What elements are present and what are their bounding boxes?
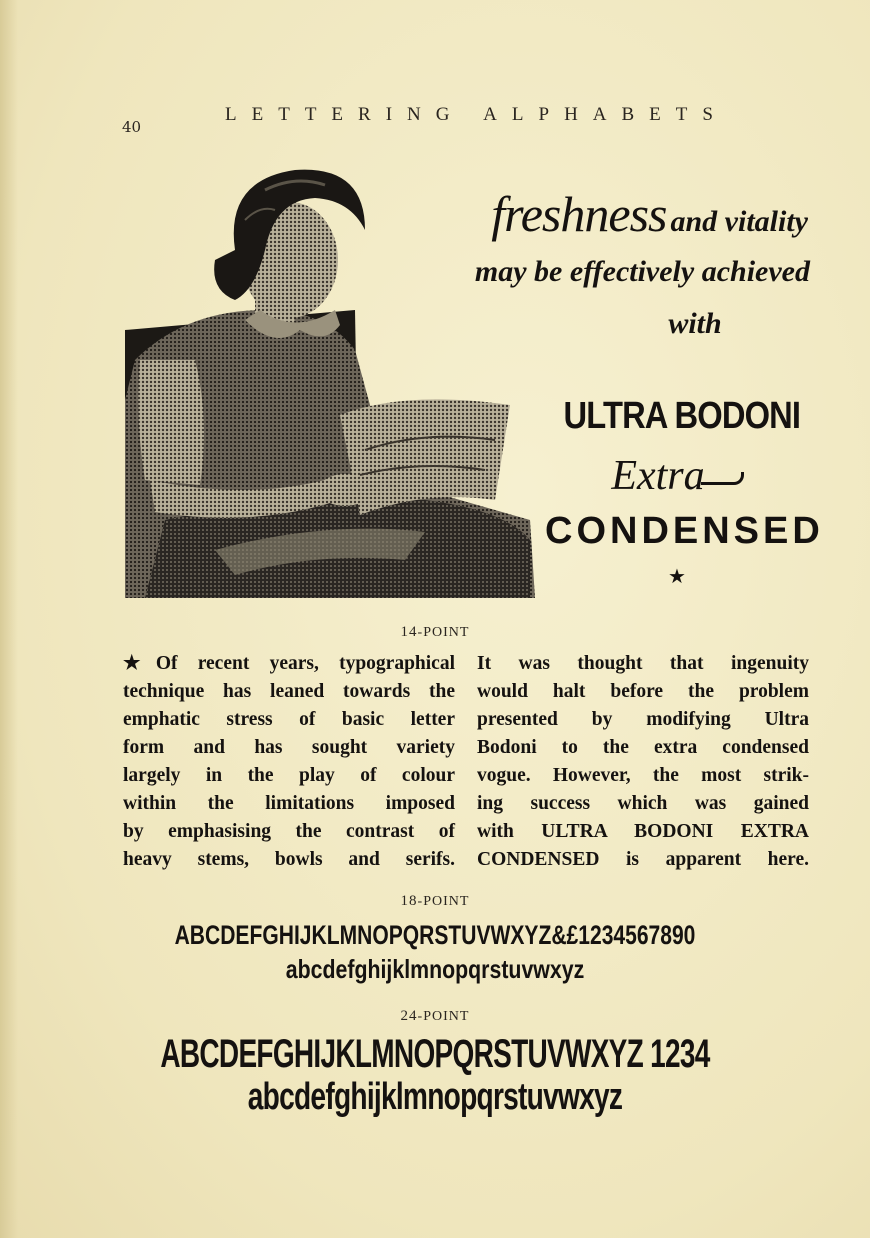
body-right-line: It was thought that ingenuity [477,653,809,674]
body-right-line: presented by modifying Ultra [477,709,809,730]
star-icon: ★ [668,564,686,588]
typeface-extra [545,452,810,500]
size-label-14-text: -POINT [417,625,470,640]
advert-line-1 [420,186,808,251]
size-label-24 [0,1008,870,1025]
typeface-extra-text: Extra [611,453,705,499]
alphabet-18-lowercase: abcdefghijklmnopqrstuvwxyz [285,954,585,984]
body-right-line: with ULTRA BODONI EXTRA [477,821,809,842]
size-label-14-num: 14 [400,624,418,640]
body-left-line: ★Of recent years, typographical [123,653,455,674]
size-label-14 [0,624,870,641]
advert-with: with [668,307,722,340]
body-left-line: technique has leaned towards the [123,681,455,702]
typeface-condensed: CONDENSED [545,510,824,552]
body-right-line: ing success which was gained [477,793,809,814]
body-column-left [123,650,455,874]
size-label-18-text: -POINT [417,894,470,909]
alphabet-18-uppercase: ABCDEFGHIJKLMNOPQRSTUVWXYZ&£1234567890 [174,920,696,950]
typeface-name: ULTRA BODONI [563,395,801,437]
alphabet-24-uppercase: ABCDEFGHIJKLMNOPQRSTUVWXYZ 1234 [160,1032,710,1076]
size-label-24-text: -POINT [417,1009,470,1024]
body-column-right [477,650,809,874]
running-head [0,104,870,134]
body-left-line: largely in the play of colour [123,765,455,786]
size-label-18 [0,893,870,910]
body-left-line: emphatic stress of basic letter [123,709,455,730]
body-left-line: heavy stems, bowls and serifs. [123,849,455,870]
spine-shadow [0,0,18,1238]
page-number: 40 [122,118,142,136]
advert-freshness: freshness [491,186,667,242]
body-left-line: form and has sought variety [123,737,455,758]
body-right-line: vogue. However, the most strik- [477,765,809,786]
alphabet-24-lowercase: abcdefghijklmnopqrstuvwxyz [247,1076,623,1118]
running-title: LETTERING ALPHABETS [225,104,728,125]
advert-line-2: may be effectively achieved [474,255,810,288]
body-left-line: by emphasising the contrast of [123,821,455,842]
body-right-line: Bodoni to the extra condensed [477,737,809,758]
body-right-line: would halt before the problem [477,681,809,702]
body-right-line: CONDENSED is apparent here. [477,849,809,870]
swash-tail-icon [701,472,744,485]
advert-and-vitality: and vitality [670,205,808,238]
body-left-line: within the limitations imposed [123,793,455,814]
advert-headline [420,186,810,341]
size-label-18-num: 18 [400,893,418,909]
size-label-24-num: 24 [400,1008,418,1024]
